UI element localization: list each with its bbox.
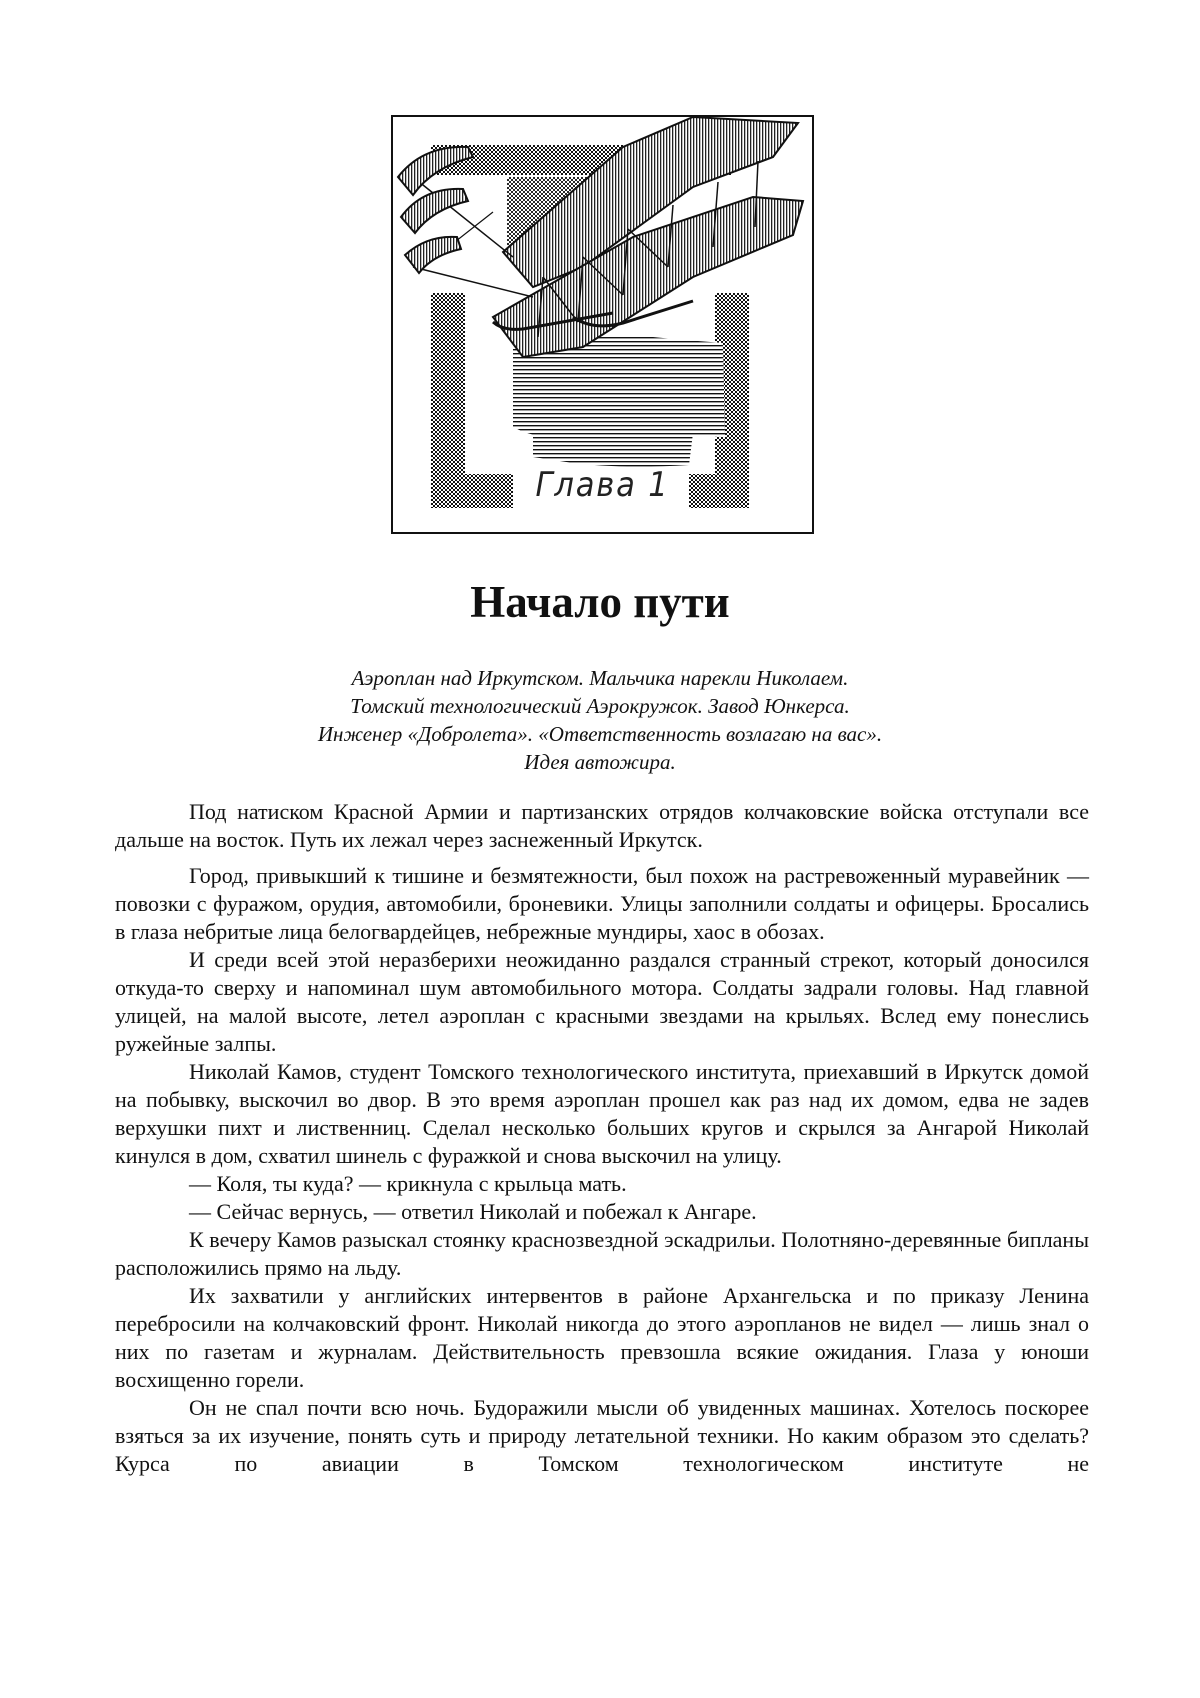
chapter-illustration bbox=[391, 115, 814, 534]
water-hatching bbox=[513, 335, 725, 466]
chapter-number-label: Глава 1 bbox=[535, 465, 670, 505]
paragraph: Город, привыкший к тишине и безмятежности, был похож на растревоженный муравейник — повозки с фуражом, орудия, автомобили, броневики. Улицы заполнили солдаты и офицеры. Бросались в глаза небритые лица белогвардейцев, небрежные мундиры, хаос в обозах. bbox=[115, 863, 1089, 944]
epigraph-line: Аэроплан над Иркутском. Мальчика нарекли Николаем. bbox=[351, 666, 849, 690]
paragraph: И среди всей этой неразберихи неожиданно раздался странный стрекот, который доносился откуда-то сверху и напоминал шум автомобильного мотора. Солдаты задрали головы. Над главной улицей, на малой высоте, летел аэроплан с красными звездами на крыльях. Вслед ему понеслись ружейные залпы. bbox=[115, 947, 1089, 1056]
epigraph-line: Инженер «Добролета». «Ответственность возлагаю на вас». bbox=[317, 722, 883, 746]
paragraph: Под натиском Красной Армии и партизанских отрядов колчаковские войска отступали все дальше на восток. Путь их лежал через заснеженный Иркутск. bbox=[115, 799, 1089, 852]
paragraph: К вечеру Камов разыскал стоянку краснозвездной эскадрильи. Полотняно-деревянные бипланы расположились прямо на льду. bbox=[115, 1227, 1089, 1280]
paragraph: Он не спал почти всю ночь. Будоражили мысли об увиденных машинах. Хотелось поскорее взяться за их изучение, понять суть и природу летательной техники. Но каким образом это сделать? Курса по авиации в Томском технологическом институте не bbox=[115, 1395, 1089, 1476]
epigraph-line: Идея автожира. bbox=[524, 750, 676, 774]
paragraph: — Сейчас вернусь, — ответил Николай и побежал к Ангаре. bbox=[189, 1199, 757, 1224]
paragraph: Их захватили у английских интервентов в районе Архангельска и по приказу Ленина перебросили на колчаковский фронт. Николай никогда до этого аэропланов не видел — лишь знал о них по газетам и журналам. Действительность превзошла всякие ожидания. Глаза у юноши восхищенно горели. bbox=[115, 1283, 1089, 1392]
chapter-title: Начало пути bbox=[470, 577, 730, 627]
paragraph: Николай Камов, студент Томского технологического института, приехавший в Иркутск домой на побывку, выскочил во двор. В это время аэроплан прошел как раз над их домом, едва не задев верхушки пихт и лиственниц. Сделал несколько больших кругов и скрылся за Ангарой Николай кинулся в дом, схватил шинель с фуражкой и снова выскочил на улицу. bbox=[115, 1059, 1089, 1168]
body-text bbox=[115, 798, 1089, 1478]
epigraph-line: Томский технологический Аэрокружок. Завод Юнкерса. bbox=[350, 694, 850, 718]
paragraph: — Коля, ты куда? — крикнула с крыльца мать. bbox=[189, 1171, 627, 1196]
chapter-epigraph bbox=[150, 664, 1050, 776]
